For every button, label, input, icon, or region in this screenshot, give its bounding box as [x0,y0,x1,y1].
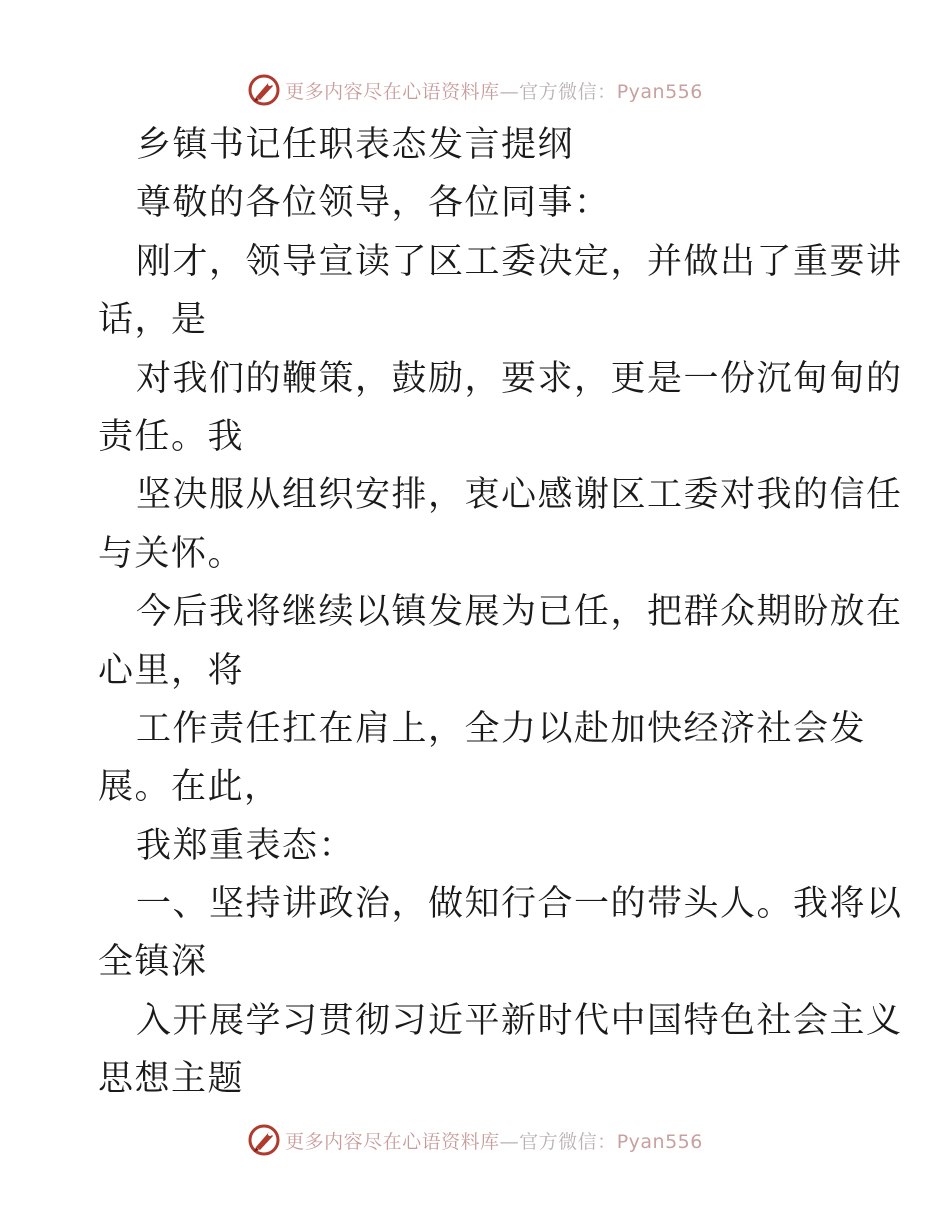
banner-text [285,1127,703,1154]
banner-separator: — [499,1130,520,1153]
text-line: 展。在此， [98,767,281,808]
banner-brand: 更多内容尽在心语资料库 [285,1130,500,1153]
banner-contact-label: 官方微信： [519,80,617,103]
pen-logo-icon [247,73,281,107]
pen-logo-icon [247,1123,281,1157]
text-line: 坚决服从组织安排，衷心感谢区工委对我的信任 [136,475,903,516]
banner-contact-id: Pyan556 [616,80,703,103]
text-line: 一、坚持讲政治，做知行合一的带头人。我将以 [136,884,903,925]
text-line: 话，是 [98,300,208,341]
header-watermark-banner [0,70,950,110]
text-line: 尊敬的各位领导，各位同事： [136,183,611,224]
text-line: 心里，将 [98,650,245,691]
text-line: 思想主题 [98,1059,245,1100]
footer-watermark-banner [0,1120,950,1160]
banner-separator: — [499,80,520,103]
text-line: 乡镇书记任职表态发言提纲 [136,125,575,165]
text-line: 今后我将继续以镇发展为已任，把群众期盼放在 [136,592,903,633]
banner-contact-id: Pyan556 [616,1130,703,1153]
text-line: 入开展学习贯彻习近平新时代中国特色社会主义 [136,1000,903,1041]
document-body [98,116,903,1109]
text-line: 我郑重表态： [136,825,356,866]
text-line: 工作责任扛在肩上，全力以赴加快经济社会发 [136,708,867,749]
text-line: 刚才，领导宣读了区工委决定，并做出了重要讲 [136,241,903,282]
banner-text [285,77,703,104]
text-line: 全镇深 [98,942,208,983]
banner-contact-label: 官方微信： [519,1130,617,1153]
banner-brand: 更多内容尽在心语资料库 [285,80,500,103]
text-line: 对我们的鞭策，鼓励，要求，更是一份沉甸甸的 [136,358,903,399]
text-line: 责任。我 [98,416,245,457]
text-line: 与关怀。 [98,533,245,574]
